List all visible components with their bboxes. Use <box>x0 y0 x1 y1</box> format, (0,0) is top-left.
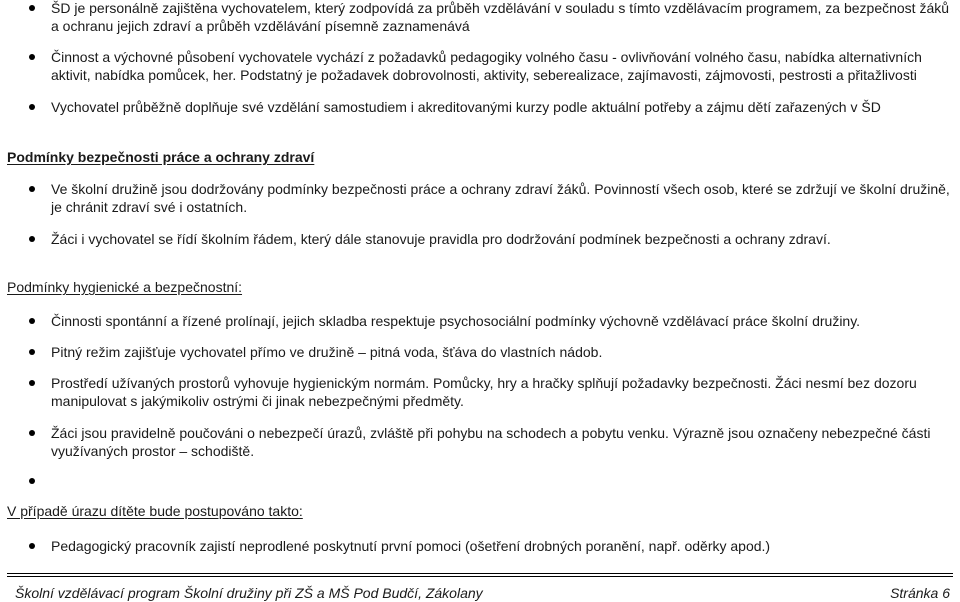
list-item-text: Vychovatel průběžně doplňuje své vzdělání samostudiem i akreditovanými kurzy podle aktuální potřeby a zájmu dětí zařazených v ŠD <box>51 99 881 115</box>
list-item-text: ŠD je personálně zajištěna vychovatelem, který zodpovídá za průběh vzdělávání v souladu s tímto vzdělávacím programem, za bezpečnost žáků a ochranu jejich zdraví a průběh vzdělávání písemně zaznamenává <box>51 0 950 34</box>
list-item <box>51 537 951 555</box>
section-heading-safety: Podmínky bezpečnosti práce a ochrany zdraví <box>7 149 315 165</box>
section-heading-injury: V případě úrazu dítěte bude postupováno takto: <box>7 503 303 519</box>
list-item-text: Žáci jsou pravidelně poučováni o nebezpečí úrazů, zvláště při pohybu na schodech a pobytu venku. Výrazně jsou označeny nebezpečné části využívaných prostor – schodiště. <box>51 425 931 459</box>
list-item <box>51 0 951 35</box>
list-item <box>51 312 951 330</box>
footer-page-number: Stránka 6 <box>890 585 950 601</box>
list-item <box>51 424 951 460</box>
list-item-text: Ve školní družině jsou dodržovány podmínky bezpečnosti práce a ochrany zdraví žáků. Povinností všech osob, které se zdržují ve školní družině, je chránit zdraví své i ostatních. <box>51 181 950 215</box>
bullet-icon <box>29 54 35 60</box>
list-item <box>51 180 951 216</box>
list-item <box>51 48 951 84</box>
bullet-icon <box>29 430 35 436</box>
list-item-text: Pitný režim zajišťuje vychovatel přímo ve družině – pitná voda, šťáva do vlastních nádob. <box>51 344 603 360</box>
bullet-icon <box>29 543 35 549</box>
page-footer <box>7 573 953 602</box>
bullet-icon <box>29 318 35 324</box>
bullet-icon <box>29 478 35 484</box>
section-heading-hygiene: Podmínky hygienické a bezpečnostní: <box>7 279 243 295</box>
list-item <box>51 230 951 248</box>
list-item-text: Činnosti spontánní a řízené prolínají, jejich skladba respektuje psychosociální podmínky výchovně vzdělávací práce školní družiny. <box>51 313 861 329</box>
bullet-icon <box>29 5 35 11</box>
bullet-icon <box>29 349 35 355</box>
list-item-text: Činnost a výchovné působení vychovatele vychází z požadavků pedagogiky volného času - ovlivňování volného času, nabídka alternativních aktivit, nabídka pomůcek, her. Podstatný je požadavek dobrovolnosti, aktivity, seberealizace, zajímavosti, zájmovosti, pestrosti a přitažlivosti <box>51 49 922 83</box>
list-item-text: Prostředí užívaných prostorů vyhovuje hygienickým normám. Pomůcky, hry a hračky splňují požadavky bezpečnosti. Žáci nesmí bez dozoru manipulovat s jakýmikoliv ostrými či jinak nebezpečnými předměty. <box>51 375 917 409</box>
bullet-icon <box>29 380 35 386</box>
bullet-icon <box>29 186 35 192</box>
list-item <box>51 374 951 410</box>
list-item-text: Žáci i vychovatel se řídí školním řádem, který dále stanovuje pravidla pro dodržování podmínek bezpečnosti a ochrany zdraví. <box>51 231 831 247</box>
footer-document-title: Školní vzdělávací program Školní družiny při ZŠ a MŠ Pod Budčí, Zákolany <box>15 585 483 601</box>
list-item-text: Pedagogický pracovník zajistí neprodlené poskytnutí první pomoci (ošetření drobných poranění, např. oděrky apod.) <box>51 538 771 554</box>
bullet-icon <box>29 104 35 110</box>
list-item <box>51 343 951 361</box>
bullet-icon <box>29 236 35 242</box>
list-item <box>51 98 951 116</box>
